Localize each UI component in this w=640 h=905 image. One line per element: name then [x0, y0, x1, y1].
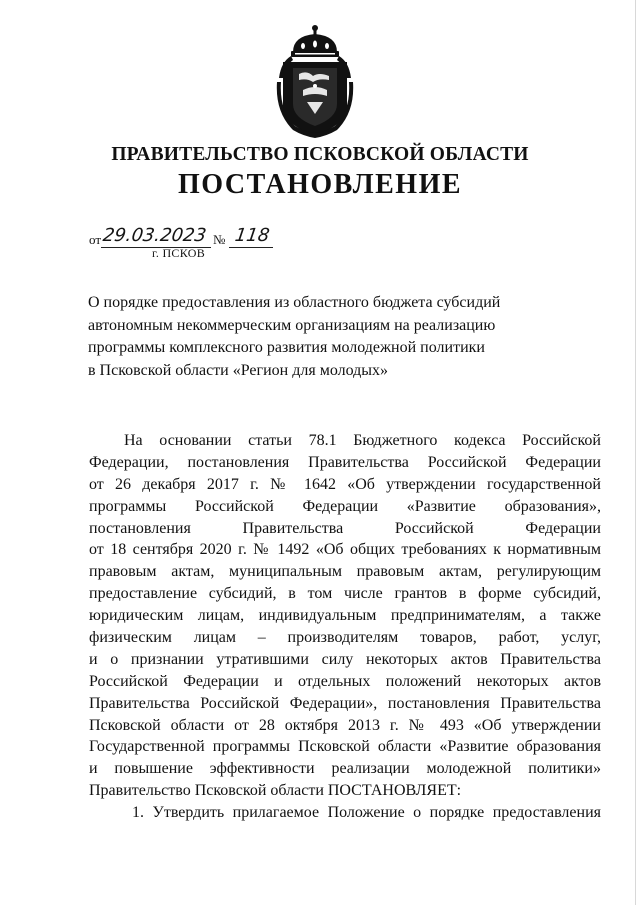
coat-of-arms-emblem	[273, 22, 357, 140]
subject-line: в Псковской области «Регион для молодых»	[88, 361, 389, 379]
body-line: На основании статьи 78.1 Бюджетного кодекса Российской	[124, 432, 601, 449]
document-type-heading: ПОСТАНОВЛЕНИЕ	[177, 169, 463, 200]
subject-line: О порядке предоставления из областного бюджета субсидий	[88, 294, 501, 311]
body-line: Псковской области от 28 октября 2013 г. № 493 «Об утверждении	[89, 716, 601, 734]
body-line-item-1: 1. Утвердить прилагаемое Положение о порядке предоставления	[132, 804, 601, 822]
body-line: Правительство Псковской области ПОСТАНОВЛЯЕТ:	[89, 782, 462, 800]
body-line: юридическим лицам, индивидуальным предпринимателям, а также	[89, 607, 601, 625]
body-line: постановления Правительства Российской Федерации	[89, 519, 601, 537]
body-line: от 18 сентября 2020 г. № 1492 «Об общих требованиях к нормативным	[89, 541, 601, 559]
body-line: физическим лицам – производителям товаров, работ, услуг,	[89, 629, 601, 647]
government-title: ПРАВИТЕЛЬСТВО ПСКОВСКОЙ ОБЛАСТИ	[111, 144, 529, 165]
number-underline	[229, 247, 273, 248]
document-body	[89, 430, 601, 824]
body-line: Правительства Российской Федерации», постановления Правительства	[89, 694, 601, 712]
handwritten-number: 118	[233, 225, 271, 246]
date-prefix: от	[89, 232, 102, 247]
body-line: Государственной программы Псковской области «Развитие образования	[89, 738, 601, 756]
subject-line: автономным некоммерческим организациям на реализацию	[88, 316, 496, 334]
body-line: предоставление субсидий, в том числе грантов в форме субсидий,	[89, 585, 601, 603]
body-line: Российской Федерации и отдельных положений некоторых актов	[89, 672, 601, 690]
subject-line: программы комплексного развития молодежной политики	[88, 339, 485, 356]
body-line: правовым актам, муниципальным правовым актам, регулирующим	[89, 563, 601, 581]
scan-edge-line	[635, 0, 636, 905]
document-subject	[88, 292, 558, 382]
number-prefix: №	[213, 232, 226, 247]
city-label: г. ПСКОВ	[152, 246, 206, 260]
body-line: Федерации, постановления Правительства Российской Федерации	[89, 453, 601, 471]
body-line: программы Российской Федерации «Развитие образования»,	[89, 497, 601, 515]
body-line: и о признании утратившими силу некоторых актов Правительства	[89, 650, 601, 668]
body-line: от 26 декабря 2017 г. № 1642 «Об утверждении государственной	[89, 475, 601, 493]
body-line: и повышение эффективности реализации молодежной политики»	[89, 760, 601, 778]
handwritten-date: 29.03.2023	[101, 225, 208, 246]
